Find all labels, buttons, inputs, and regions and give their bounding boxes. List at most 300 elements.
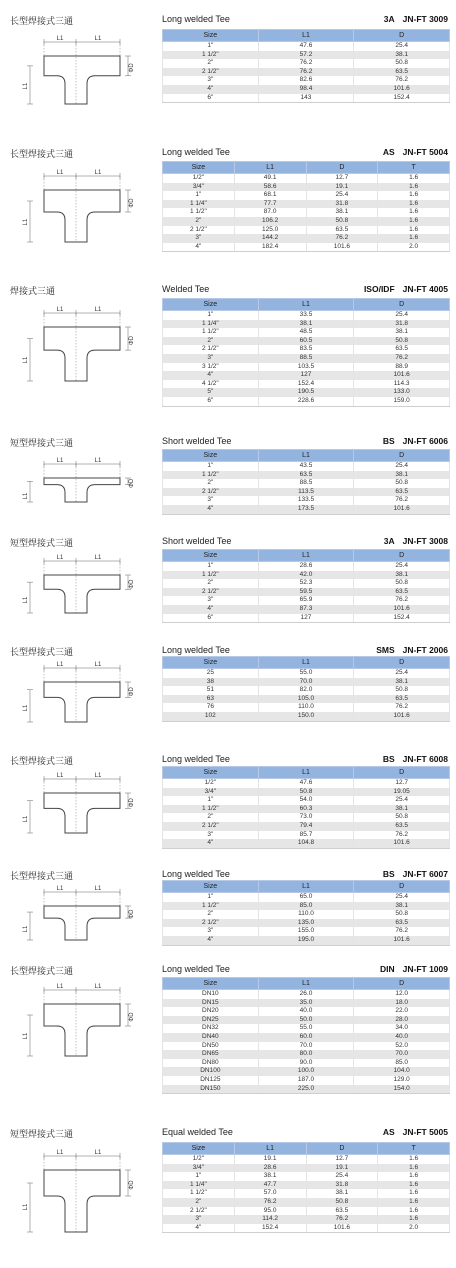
table-cell: 4" bbox=[163, 936, 259, 945]
table-cell: 28.0 bbox=[354, 1016, 450, 1025]
table-cell: 19.1 bbox=[306, 183, 378, 192]
table-cell: 1 1/2" bbox=[163, 471, 259, 480]
dim-label-l1-left: L1 bbox=[56, 458, 64, 464]
table-row bbox=[163, 839, 450, 848]
tee-drawing bbox=[18, 884, 138, 946]
tee-diagram-svg bbox=[18, 982, 138, 1062]
standard-label: AS bbox=[382, 147, 395, 157]
column-header: D bbox=[354, 299, 450, 311]
column-header: Size bbox=[163, 30, 259, 42]
table-cell: 4 1/2" bbox=[163, 380, 259, 389]
table-cell: 1 1/2" bbox=[163, 328, 259, 337]
product-name-cn: 短型焊接式三通 bbox=[10, 438, 74, 448]
table-cell: 25.4 bbox=[306, 191, 378, 200]
standard-code bbox=[383, 1127, 448, 1137]
table-cell: 12.7 bbox=[306, 174, 378, 183]
product-code: JN-FT 6006 bbox=[402, 436, 448, 446]
table-cell: 40.0 bbox=[354, 1033, 450, 1042]
dim-label-l1-left: L1 bbox=[56, 555, 64, 561]
table-row bbox=[163, 462, 450, 471]
table-row bbox=[163, 1016, 450, 1025]
table-cell: 38.1 bbox=[354, 571, 450, 580]
table-cell: 76.2 bbox=[354, 831, 450, 840]
column-header: L1 bbox=[234, 1143, 306, 1155]
table-cell: 85.7 bbox=[258, 831, 354, 840]
table-cell: 25.4 bbox=[354, 796, 450, 805]
table-cell: 152.4 bbox=[258, 380, 354, 389]
product-name-en: Long welded Tee bbox=[162, 645, 230, 655]
table-cell: 76.2 bbox=[354, 703, 450, 712]
dim-label-l1-right: L1 bbox=[94, 555, 102, 561]
product-name-en: Long welded Tee bbox=[162, 14, 230, 24]
table-row bbox=[163, 380, 450, 389]
standard-label: SMS bbox=[376, 645, 395, 655]
table-row bbox=[163, 779, 450, 788]
column-header: Size bbox=[163, 978, 259, 990]
spec-table bbox=[162, 766, 450, 849]
table-cell: 38.1 bbox=[354, 51, 450, 60]
table-cell: 34.0 bbox=[354, 1024, 450, 1033]
table-row bbox=[163, 990, 450, 999]
table-row bbox=[163, 562, 450, 571]
table-row bbox=[163, 345, 450, 354]
product-name-en: Long welded Tee bbox=[162, 869, 230, 879]
table-cell: 1" bbox=[163, 191, 235, 200]
table-cell: 18.0 bbox=[354, 999, 450, 1008]
table-row bbox=[163, 1050, 450, 1059]
table-cell: DN125 bbox=[163, 1076, 259, 1085]
table-cell: 50.8 bbox=[354, 910, 450, 919]
table-row bbox=[163, 208, 450, 217]
table-cell: 31.8 bbox=[306, 200, 378, 209]
table-cell: 2 1/2" bbox=[163, 588, 259, 597]
dim-label-diameter: ΦD bbox=[129, 335, 135, 346]
table-row bbox=[163, 910, 450, 919]
table-cell: 1.6 bbox=[378, 234, 450, 243]
table-cell: 63.5 bbox=[354, 488, 450, 497]
table-cell: 65.0 bbox=[258, 893, 354, 902]
table-cell: 2 1/2" bbox=[163, 345, 259, 354]
table-cell: 1.6 bbox=[378, 1164, 450, 1173]
table-row bbox=[163, 813, 450, 822]
product-code: JN-FT 5005 bbox=[402, 1127, 448, 1137]
table-header-row bbox=[163, 767, 450, 779]
table-cell: 4" bbox=[163, 605, 259, 614]
table-cell: 154.0 bbox=[354, 1085, 450, 1094]
table-cell: 3/4" bbox=[163, 183, 235, 192]
dim-label-l1-left: L1 bbox=[56, 984, 64, 990]
table-cell: 127 bbox=[258, 614, 354, 623]
table-row bbox=[163, 388, 450, 397]
spec-table bbox=[162, 449, 450, 515]
standard-label: 3A bbox=[383, 14, 395, 24]
table-cell: 3" bbox=[163, 596, 259, 605]
product-name-en: Short welded Tee bbox=[162, 436, 232, 446]
table-row bbox=[163, 471, 450, 480]
table-cell: 43.5 bbox=[258, 462, 354, 471]
table-row bbox=[163, 588, 450, 597]
table-row bbox=[163, 712, 450, 721]
table-cell: 47.7 bbox=[234, 1181, 306, 1190]
table-cell: 25.4 bbox=[354, 893, 450, 902]
table-header-row bbox=[163, 657, 450, 669]
table-cell: 3" bbox=[163, 496, 259, 505]
table-cell: 76.2 bbox=[258, 59, 354, 68]
table-row bbox=[163, 68, 450, 77]
table-cell: 54.0 bbox=[258, 796, 354, 805]
table-cell: 1.6 bbox=[378, 1198, 450, 1207]
dim-label-l1-side: L1 bbox=[23, 704, 29, 712]
table-cell: 1" bbox=[163, 893, 259, 902]
table-cell: 1/2" bbox=[163, 779, 259, 788]
dim-label-diameter: ΦD bbox=[129, 1180, 135, 1190]
table-cell: 19.1 bbox=[306, 1164, 378, 1173]
table-row bbox=[163, 1042, 450, 1051]
spec-table bbox=[162, 656, 450, 722]
table-cell: 100.0 bbox=[258, 1067, 354, 1076]
table-cell: 88.5 bbox=[258, 354, 354, 363]
product-code: JN-FT 5004 bbox=[402, 147, 448, 157]
table-cell: 1" bbox=[163, 562, 259, 571]
table-cell: 155.0 bbox=[258, 927, 354, 936]
product-name-cn: 长型焊接式三通 bbox=[10, 149, 74, 159]
table-cell: 159.0 bbox=[354, 397, 450, 406]
table-row bbox=[163, 76, 450, 85]
table-cell: 63 bbox=[163, 695, 259, 704]
column-header: T bbox=[378, 162, 450, 174]
table-cell: 85.0 bbox=[258, 902, 354, 911]
table-cell: 50.8 bbox=[354, 579, 450, 588]
table-cell: 4" bbox=[163, 243, 235, 252]
product-name-en: Long welded Tee bbox=[162, 964, 230, 974]
table-cell: 50.8 bbox=[354, 813, 450, 822]
table-cell: 3" bbox=[163, 1215, 235, 1224]
spec-table bbox=[162, 1142, 450, 1233]
table-row bbox=[163, 614, 450, 623]
table-cell: 2.0 bbox=[378, 1224, 450, 1233]
table-cell: 2" bbox=[163, 479, 259, 488]
column-header: Size bbox=[163, 450, 259, 462]
table-cell: 87.0 bbox=[234, 208, 306, 217]
spec-table bbox=[162, 977, 450, 1094]
table-cell: 50.8 bbox=[306, 217, 378, 226]
table-cell: 3 1/2" bbox=[163, 363, 259, 372]
table-cell: 6" bbox=[163, 614, 259, 623]
column-header: D bbox=[354, 881, 450, 893]
standard-label: DIN bbox=[380, 964, 395, 974]
table-cell: 76.2 bbox=[306, 1215, 378, 1224]
table-header-row bbox=[163, 162, 450, 174]
table-cell: 85.0 bbox=[354, 1059, 450, 1068]
product-name-en: Short welded Tee bbox=[162, 536, 232, 546]
table-cell: 31.8 bbox=[354, 320, 450, 329]
table-row bbox=[163, 796, 450, 805]
table-cell: DN15 bbox=[163, 999, 259, 1008]
table-cell: 38.1 bbox=[306, 208, 378, 217]
table-cell: 1 1/2" bbox=[163, 208, 235, 217]
table-cell: 2" bbox=[163, 910, 259, 919]
table-cell: 102 bbox=[163, 712, 259, 721]
table-cell: 150.0 bbox=[258, 712, 354, 721]
table-cell: 25.4 bbox=[354, 42, 450, 51]
column-header: Size bbox=[163, 550, 259, 562]
table-header-row bbox=[163, 30, 450, 42]
table-row bbox=[163, 183, 450, 192]
table-cell: 65.9 bbox=[258, 596, 354, 605]
table-cell: 127 bbox=[258, 371, 354, 380]
standard-code bbox=[383, 869, 448, 879]
table-cell: 58.6 bbox=[234, 183, 306, 192]
table-row bbox=[163, 320, 450, 329]
table-row bbox=[163, 479, 450, 488]
table-cell: 98.4 bbox=[258, 85, 354, 94]
table-cell: DN80 bbox=[163, 1059, 259, 1068]
table-cell: 2 1/2" bbox=[163, 919, 259, 928]
table-row bbox=[163, 354, 450, 363]
table-row bbox=[163, 226, 450, 235]
table-row bbox=[163, 1007, 450, 1016]
table-cell: 2 1/2" bbox=[163, 1207, 235, 1216]
table-cell: 1.6 bbox=[378, 1181, 450, 1190]
table-row bbox=[163, 234, 450, 243]
table-row bbox=[163, 1164, 450, 1173]
table-cell: 5" bbox=[163, 388, 259, 397]
table-cell: 25.4 bbox=[354, 669, 450, 678]
table-cell: DN65 bbox=[163, 1050, 259, 1059]
table-cell: 31.8 bbox=[306, 1181, 378, 1190]
table-cell: 25.4 bbox=[306, 1172, 378, 1181]
table-cell: DN100 bbox=[163, 1067, 259, 1076]
table-cell: 60.3 bbox=[258, 805, 354, 814]
table-row bbox=[163, 1024, 450, 1033]
table-row bbox=[163, 191, 450, 200]
table-cell: 70.0 bbox=[258, 1042, 354, 1051]
standard-label: ISO/IDF bbox=[363, 284, 395, 294]
table-cell: 76.2 bbox=[354, 496, 450, 505]
table-row bbox=[163, 1172, 450, 1181]
table-cell: 182.4 bbox=[234, 243, 306, 252]
table-cell: 60.0 bbox=[258, 1033, 354, 1042]
table-row bbox=[163, 1189, 450, 1198]
table-cell: 50.8 bbox=[258, 788, 354, 797]
table-cell: 1" bbox=[163, 1172, 235, 1181]
dim-label-diameter: ΦD bbox=[129, 63, 135, 73]
table-cell: 1.6 bbox=[378, 1189, 450, 1198]
table-cell: 55.0 bbox=[258, 1024, 354, 1033]
table-cell: 3/4" bbox=[163, 788, 259, 797]
tee-diagram-svg bbox=[18, 553, 138, 619]
tee-drawing bbox=[18, 456, 138, 508]
table-cell: 4" bbox=[163, 839, 259, 848]
tee-diagram-svg bbox=[18, 884, 138, 946]
table-cell: 60.5 bbox=[258, 337, 354, 346]
dim-label-l1-side: L1 bbox=[23, 815, 29, 823]
table-cell: 33.5 bbox=[258, 311, 354, 320]
table-cell: 101.6 bbox=[354, 505, 450, 514]
table-row bbox=[163, 822, 450, 831]
table-cell: 228.6 bbox=[258, 397, 354, 406]
table-row bbox=[163, 579, 450, 588]
table-cell: 38.1 bbox=[354, 471, 450, 480]
column-header: Size bbox=[163, 881, 259, 893]
standard-label: BS bbox=[382, 754, 395, 764]
dim-label-diameter: ΦD bbox=[129, 909, 135, 919]
table-cell: 1.6 bbox=[378, 1207, 450, 1216]
table-cell: 77.7 bbox=[234, 200, 306, 209]
table-cell: 1" bbox=[163, 796, 259, 805]
table-cell: 42.0 bbox=[258, 571, 354, 580]
table-cell: DN40 bbox=[163, 1033, 259, 1042]
dim-label-l1-right: L1 bbox=[94, 886, 102, 892]
table-cell: 76.2 bbox=[354, 927, 450, 936]
table-header-row bbox=[163, 1143, 450, 1155]
table-row bbox=[163, 496, 450, 505]
column-header: L1 bbox=[258, 550, 354, 562]
table-row bbox=[163, 363, 450, 372]
tee-drawing bbox=[18, 660, 138, 728]
table-row bbox=[163, 200, 450, 209]
column-header: L1 bbox=[234, 162, 306, 174]
table-header-row bbox=[163, 550, 450, 562]
table-row bbox=[163, 328, 450, 337]
table-cell: 1" bbox=[163, 462, 259, 471]
table-cell: 4" bbox=[163, 1224, 235, 1233]
standard-code bbox=[380, 964, 448, 974]
table-row bbox=[163, 243, 450, 252]
table-cell: 2 1/2" bbox=[163, 226, 235, 235]
table-cell: DN150 bbox=[163, 1085, 259, 1094]
dim-label-diameter: ΦD bbox=[129, 198, 135, 208]
table-cell: 101.6 bbox=[354, 936, 450, 945]
product-code: JN-FT 6008 bbox=[402, 754, 448, 764]
table-row bbox=[163, 397, 450, 406]
dim-label-diameter: ΦD bbox=[129, 687, 135, 697]
table-cell: 38 bbox=[163, 678, 259, 687]
table-cell: 114.3 bbox=[354, 380, 450, 389]
product-name-cn: 长型焊接式三通 bbox=[10, 647, 74, 657]
column-header: D bbox=[354, 657, 450, 669]
table-cell: 1 1/2" bbox=[163, 1189, 235, 1198]
table-cell: 144.2 bbox=[234, 234, 306, 243]
column-header: L1 bbox=[258, 450, 354, 462]
table-cell: 129.0 bbox=[354, 1076, 450, 1085]
dim-label-l1-side: L1 bbox=[23, 218, 29, 226]
product-code: JN-FT 3009 bbox=[402, 14, 448, 24]
table-cell: 25 bbox=[163, 669, 259, 678]
table-row bbox=[163, 1207, 450, 1216]
column-header: D bbox=[306, 162, 378, 174]
table-row bbox=[163, 94, 450, 103]
table-cell: 70.0 bbox=[354, 1050, 450, 1059]
table-cell: 1.6 bbox=[378, 1155, 450, 1164]
table-cell: 1 1/2" bbox=[163, 805, 259, 814]
table-cell: 2.0 bbox=[378, 243, 450, 252]
table-cell: 110.0 bbox=[258, 703, 354, 712]
table-cell: 38.1 bbox=[306, 1189, 378, 1198]
product-name-en: Long welded Tee bbox=[162, 147, 230, 157]
column-header: L1 bbox=[258, 657, 354, 669]
table-cell: 110.0 bbox=[258, 910, 354, 919]
table-cell: 1.6 bbox=[378, 1172, 450, 1181]
tee-diagram-svg bbox=[18, 660, 138, 728]
table-cell: DN50 bbox=[163, 1042, 259, 1051]
table-cell: 2 1/2" bbox=[163, 68, 259, 77]
product-code: JN-FT 4005 bbox=[402, 284, 448, 294]
column-header: D bbox=[354, 450, 450, 462]
dim-label-l1-side: L1 bbox=[23, 82, 29, 90]
table-cell: 2" bbox=[163, 579, 259, 588]
table-cell: 3" bbox=[163, 831, 259, 840]
dim-label-l1-side: L1 bbox=[23, 596, 29, 604]
dim-label-l1-left: L1 bbox=[56, 886, 64, 892]
column-header: T bbox=[378, 1143, 450, 1155]
table-cell: 4" bbox=[163, 505, 259, 514]
table-cell: 1 1/2" bbox=[163, 571, 259, 580]
table-cell: 101.6 bbox=[354, 85, 450, 94]
dim-label-l1-right: L1 bbox=[94, 36, 102, 42]
table-cell: 1.6 bbox=[378, 191, 450, 200]
column-header: D bbox=[354, 30, 450, 42]
column-header: Size bbox=[163, 299, 259, 311]
table-cell: 59.5 bbox=[258, 588, 354, 597]
table-row bbox=[163, 337, 450, 346]
table-cell: 1/2" bbox=[163, 174, 235, 183]
table-cell: 2" bbox=[163, 59, 259, 68]
table-cell: 1.6 bbox=[378, 226, 450, 235]
tee-drawing bbox=[18, 771, 138, 839]
product-name-en: Equal welded Tee bbox=[162, 1127, 233, 1137]
table-row bbox=[163, 174, 450, 183]
dim-label-l1-right: L1 bbox=[94, 984, 102, 990]
table-cell: 90.0 bbox=[258, 1059, 354, 1068]
table-cell: 3" bbox=[163, 927, 259, 936]
table-cell: 152.4 bbox=[354, 614, 450, 623]
table-row bbox=[163, 1198, 450, 1207]
table-cell: 135.0 bbox=[258, 919, 354, 928]
table-row bbox=[163, 217, 450, 226]
table-row bbox=[163, 311, 450, 320]
tee-diagram-svg bbox=[18, 305, 138, 387]
product-name-cn: 长型焊接式三通 bbox=[10, 966, 74, 976]
standard-label: 3A bbox=[383, 536, 395, 546]
table-cell: 4" bbox=[163, 371, 259, 380]
table-cell: 3" bbox=[163, 354, 259, 363]
standard-code bbox=[376, 645, 448, 655]
column-header: L1 bbox=[258, 881, 354, 893]
table-cell: 1 1/2" bbox=[163, 902, 259, 911]
product-name-en: Welded Tee bbox=[162, 284, 210, 294]
table-row bbox=[163, 805, 450, 814]
column-header: L1 bbox=[258, 299, 354, 311]
standard-code bbox=[364, 284, 448, 294]
table-cell: 2 1/2" bbox=[163, 488, 259, 497]
table-cell: 12.0 bbox=[354, 990, 450, 999]
table-row bbox=[163, 505, 450, 514]
table-cell: 103.5 bbox=[258, 363, 354, 372]
table-cell: 3/4" bbox=[163, 1164, 235, 1173]
dim-label-l1-right: L1 bbox=[94, 662, 102, 668]
table-cell: 88.5 bbox=[258, 479, 354, 488]
table-cell: 143 bbox=[258, 94, 354, 103]
table-cell: DN32 bbox=[163, 1024, 259, 1033]
table-cell: 6" bbox=[163, 397, 259, 406]
table-cell: 12.7 bbox=[354, 779, 450, 788]
product-name-cn: 长型焊接式三通 bbox=[10, 871, 74, 881]
table-cell: 49.1 bbox=[234, 174, 306, 183]
table-row bbox=[163, 1181, 450, 1190]
column-header: Size bbox=[163, 1143, 235, 1155]
table-cell: 101.6 bbox=[306, 1224, 378, 1233]
